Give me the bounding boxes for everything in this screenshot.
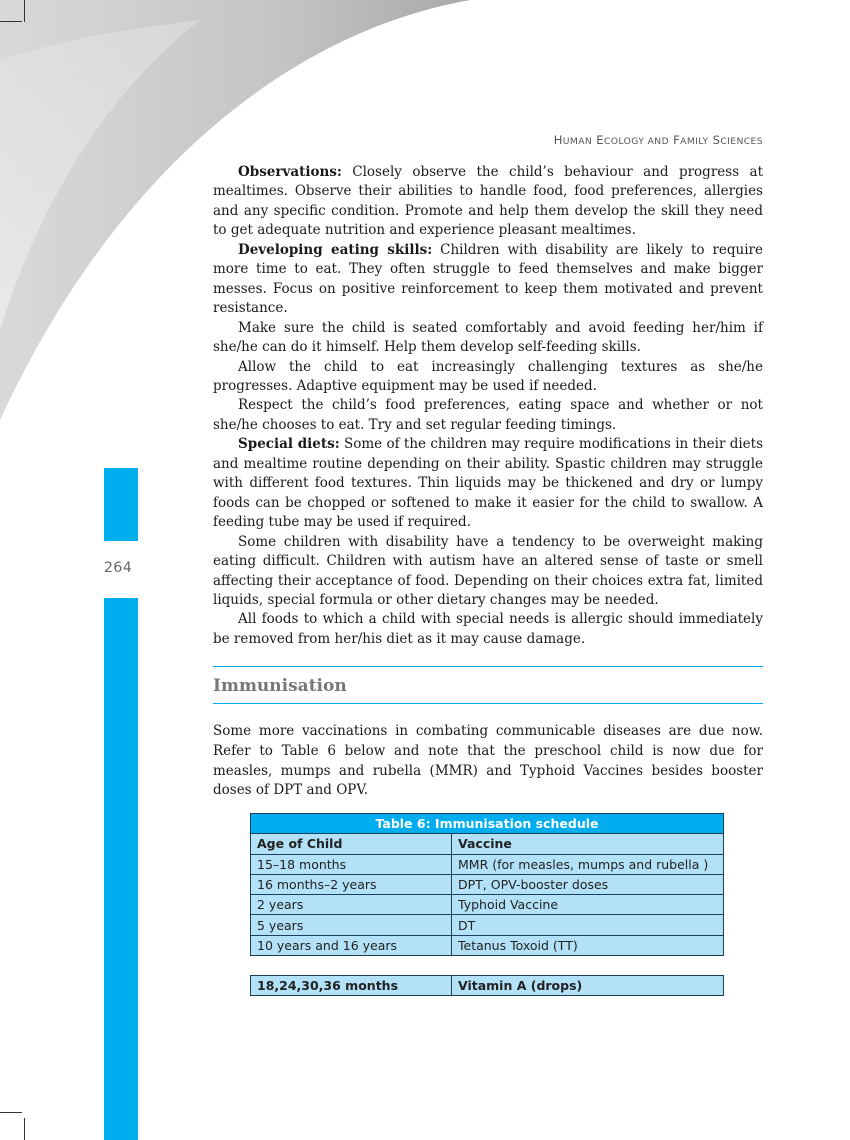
paragraph-observations: Observations: Closely observe the child’s behaviour and progress at mealtimes. Observe their abilities to handle food, food preferences, allergies and any specific condition. Promote and help them develop the skill they need to get adequate nutrition and experience pleasant mealtimes. (213, 164, 763, 239)
side-bar-upper (104, 468, 138, 541)
table-caption-row (251, 814, 724, 834)
paragraph-seating: Make sure the child is seated comfortably and avoid feeding her/him if she/he can do it himself. Help them develop self-feeding skills. (213, 319, 763, 356)
cell-age: 15–18 months (251, 854, 452, 874)
table-row (251, 976, 724, 996)
crop-mark-top-vertical (24, 0, 25, 22)
table-row (251, 915, 724, 935)
cell-age: 18,24,30,36 months (251, 976, 452, 996)
cell-age: 10 years and 16 years (251, 935, 452, 955)
page-number: 264 (104, 560, 133, 576)
cell-vaccine: MMR (for measles, mumps and rubella ) (452, 854, 724, 874)
table-row (251, 935, 724, 955)
table-caption: Table 6: Immunisation schedule (251, 814, 724, 834)
section-rule-top (213, 666, 763, 667)
cell-age: 16 months–2 years (251, 874, 452, 894)
cell-vaccine: Vitamin A (drops) (452, 976, 724, 996)
table-header-row (251, 834, 724, 854)
section-intro: Some more vaccinations in combating communicable diseases are due now. Refer to Table 6 below and note that the preschool child is now due for measles, mumps and rubella (MMR) and Typhoid Vaccines besides booster doses of DPT and OPV. (213, 723, 763, 799)
vitamin-a-table (250, 975, 724, 996)
section-title: Immunisation (213, 676, 347, 697)
paragraph-special-diets: Special diets: Some of the children may require modifications in their diets and mealtime routine depending on their ability. Spastic children may struggle with different food textures. Thin liquids may be thickened and dry or lumpy foods can be chopped or softened to make it easier for the child to swallow. A feeding tube may be used if required. (213, 436, 764, 531)
paragraph-allergies: All foods to which a child with special needs is allergic should immediately be removed from her/his diet as it may cause damage. (213, 611, 763, 647)
side-bar-lower (104, 598, 138, 1140)
cell-vaccine: DPT, OPV-booster doses (452, 874, 724, 894)
section-rule-bottom (213, 703, 763, 704)
column-header-age: Age of Child (251, 834, 452, 854)
column-header-vaccine: Vaccine (452, 834, 724, 854)
paragraph-eating-skills: Developing eating skills: Children with disability are likely to require more time to eat. They often struggle to feed themselves and make bigger messes. Focus on positive reinforcement to keep them motivated and prevent resistance. (213, 241, 763, 317)
body-text (213, 163, 763, 801)
cell-vaccine: Typhoid Vaccine (452, 895, 724, 915)
crop-mark-bottom-vertical (24, 1118, 25, 1140)
cell-vaccine: Tetanus Toxoid (TT) (452, 935, 724, 955)
immunisation-table (250, 813, 724, 956)
cell-vaccine: DT (452, 915, 724, 935)
crop-mark-bottom-horizontal (0, 1112, 22, 1113)
paragraph-preferences: Respect the child’s food preferences, eating space and whether or not she/he chooses to eat. Try and set regular feeding timings. (213, 397, 763, 433)
cell-age: 5 years (251, 915, 452, 935)
table-row (251, 895, 724, 915)
cell-age: 2 years (251, 895, 452, 915)
running-head: HUMAN ECOLOGY AND FAMILY SCIENCES (553, 133, 763, 147)
table-row (251, 854, 724, 874)
table-row (251, 874, 724, 894)
paragraph-textures: Allow the child to eat increasingly challenging textures as she/he progresses. Adaptive equipment may be used if needed. (213, 358, 763, 394)
crop-mark-top-horizontal (0, 21, 22, 22)
paragraph-overweight: Some children with disability have a tendency to be overweight making eating difficult. Children with autism have an altered sense of taste or smell affecting their acceptance of food. Depending on their choices extra fat, limited liquids, special formula or other dietary changes may be needed. (213, 533, 763, 608)
